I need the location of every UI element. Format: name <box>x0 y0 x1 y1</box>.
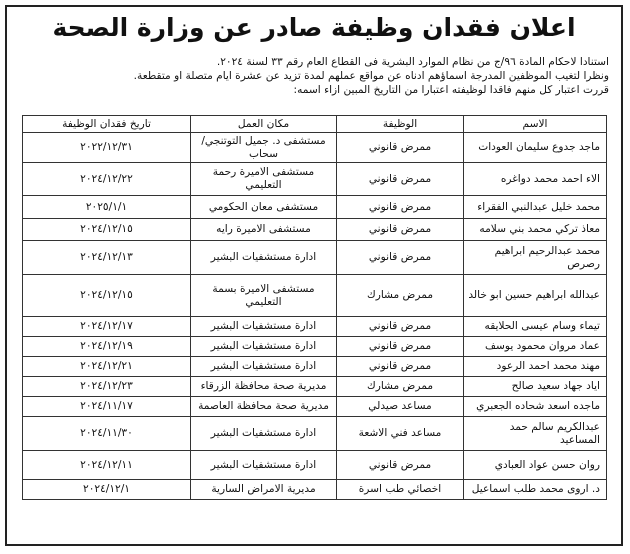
cell-place: مستشفى الاميرة رايه <box>191 219 337 241</box>
header-name: الاسم <box>464 116 607 133</box>
cell-place: مديرية الامراض السارية <box>191 480 337 500</box>
cell-job: مساعد فني الاشعة <box>337 417 464 451</box>
cell-place: ادارة مستشفيات البشير <box>191 317 337 337</box>
intro-line: قررت اعتبار كل منهم فاقدا لوظيفته اعتبارا من التاريخ المبين ازاء اسمه: <box>293 84 609 96</box>
announcement-intro <box>15 55 609 97</box>
cell-place: ادارة مستشفيات البشير <box>191 241 337 275</box>
cell-place: مستشفى د. جميل التوتنجي/ سحاب <box>191 133 337 163</box>
cell-name: محمد عبدالرحيم ابراهيم رصرص <box>464 241 607 275</box>
cell-job: مساعد صيدلي <box>337 397 464 417</box>
cell-date: ٢٠٢٤/١٢/١٩ <box>23 337 191 357</box>
table-row <box>23 196 607 219</box>
table-row <box>23 337 607 357</box>
cell-date: ٢٠٢٤/١٢/١ <box>23 480 191 500</box>
cell-job: ممرض قانوني <box>337 357 464 377</box>
table-row <box>23 317 607 337</box>
cell-name: عبدالكريم سالم حمد المساعيد <box>464 417 607 451</box>
cell-job: ممرض قانوني <box>337 451 464 480</box>
cell-name: روان حسن عواد العبادي <box>464 451 607 480</box>
cell-name: عبدالله ابراهيم حسين ابو خالد <box>464 275 607 317</box>
cell-name: اياد جهاد سعيد صالح <box>464 377 607 397</box>
cell-date: ٢٠٢٥/١/١ <box>23 196 191 219</box>
cell-job: ممرض مشارك <box>337 377 464 397</box>
cell-name: ماجده اسعد شحاده الجعبري <box>464 397 607 417</box>
table-row <box>23 397 607 417</box>
cell-job: ممرض قانوني <box>337 133 464 163</box>
cell-place: مستشفى معان الحكومي <box>191 196 337 219</box>
cell-name: عماد مروان محمود يوسف <box>464 337 607 357</box>
cell-date: ٢٠٢٤/١١/٣٠ <box>23 417 191 451</box>
table-row <box>23 417 607 451</box>
table-row <box>23 241 607 275</box>
cell-job: ممرض قانوني <box>337 196 464 219</box>
cell-date: ٢٠٢٤/١٢/١٥ <box>23 275 191 317</box>
job-loss-table <box>22 115 607 500</box>
table-header-row <box>23 116 607 133</box>
cell-name: د. اروى محمد طلب اسماعيل <box>464 480 607 500</box>
cell-place: ادارة مستشفيات البشير <box>191 451 337 480</box>
intro-line: استنادا لاحكام المادة ٩٦/ج من نظام الموارد البشرية فى القطاع العام رقم ٣٣ لسنة ٢٠٢٤. <box>216 56 609 68</box>
cell-job: ممرض قانوني <box>337 337 464 357</box>
cell-name: مهند محمد احمد الرعود <box>464 357 607 377</box>
cell-date: ٢٠٢٢/١٢/٣١ <box>23 133 191 163</box>
cell-place: ادارة مستشفيات البشير <box>191 357 337 377</box>
cell-name: تيماء وسام عيسى الحلايقه <box>464 317 607 337</box>
table-row <box>23 163 607 196</box>
cell-job: ممرض مشارك <box>337 275 464 317</box>
cell-date: ٢٠٢٤/١٢/١٥ <box>23 219 191 241</box>
cell-job: ممرض قانوني <box>337 163 464 196</box>
cell-name: معاذ تركي محمد بني سلامه <box>464 219 607 241</box>
cell-date: ٢٠٢٤/١١/١٧ <box>23 397 191 417</box>
cell-date: ٢٠٢٤/١٢/٢٣ <box>23 377 191 397</box>
cell-place: ادارة مستشفيات البشير <box>191 337 337 357</box>
cell-job: ممرض قانوني <box>337 219 464 241</box>
table-row <box>23 133 607 163</box>
cell-date: ٢٠٢٤/١٢/١١ <box>23 451 191 480</box>
table-row <box>23 377 607 397</box>
cell-job: ممرض قانوني <box>337 317 464 337</box>
intro-line: ونظرا لتغيب الموظفين المدرجة اسماؤهم ادناه عن مواقع عملهم لمدة تزيد عن عشرة ايام متصلة او متقطعة. <box>133 70 609 82</box>
cell-name: محمد خليل عبدالنبي الفقراء <box>464 196 607 219</box>
cell-date: ٢٠٢٤/١٢/٢٢ <box>23 163 191 196</box>
cell-name: ماجد جدوع سليمان العودات <box>464 133 607 163</box>
cell-place: مستشفى الاميرة رحمة التعليمي <box>191 163 337 196</box>
cell-date: ٢٠٢٤/١٢/١٣ <box>23 241 191 275</box>
cell-name: الاء احمد محمد دواغره <box>464 163 607 196</box>
cell-date: ٢٠٢٤/١٢/٢١ <box>23 357 191 377</box>
header-place: مكان العمل <box>191 116 337 133</box>
table-row <box>23 451 607 480</box>
header-date: تاريخ فقدان الوظيفة <box>23 116 191 133</box>
cell-date: ٢٠٢٤/١٢/١٧ <box>23 317 191 337</box>
table-row <box>23 357 607 377</box>
cell-place: مديرية صحة محافظة العاصمة <box>191 397 337 417</box>
table-row <box>23 480 607 500</box>
cell-job: ممرض قانوني <box>337 241 464 275</box>
header-job: الوظيفة <box>337 116 464 133</box>
cell-place: مستشفى الاميرة بسمة التعليمي <box>191 275 337 317</box>
table-row <box>23 219 607 241</box>
table-row <box>23 275 607 317</box>
announcement-title: اعلان فقدان وظيفة صادر عن وزارة الصحة <box>52 13 576 42</box>
cell-place: مديرية صحة محافظة الزرقاء <box>191 377 337 397</box>
cell-place: ادارة مستشفيات البشير <box>191 417 337 451</box>
cell-job: اخصائي طب اسرة <box>337 480 464 500</box>
